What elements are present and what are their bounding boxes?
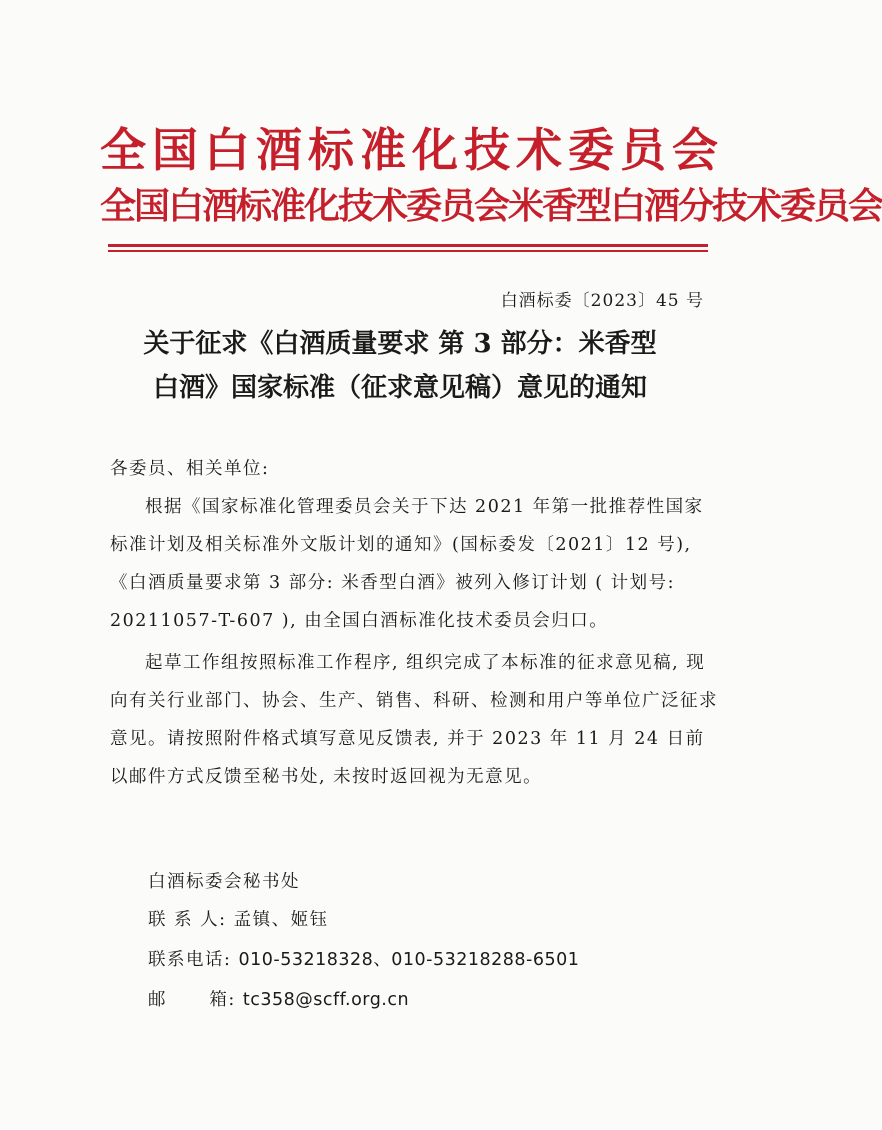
email-value: tc358@scff.org.cn (242, 990, 410, 1010)
contact-row (148, 901, 579, 941)
document-number: 白酒标委〔2023〕45 号 (500, 291, 704, 311)
header-rule-thin (108, 250, 708, 252)
notice-title (90, 322, 710, 410)
email-label: 邮 箱: (148, 990, 236, 1010)
header-subcommittee-name: 全国白酒标准化技术委员会米香型白酒分技术委员会 (100, 186, 882, 227)
paragraph-2: 起草工作组按照标准工作程序, 组织完成了本标准的征求意见稿, 现向有关行业部门、协会、生产、销售、科研、检测和用户等单位广泛征求意见。请按照附件格式填写意见反馈表, 并于 2023 年 11 月 24 日前以邮件方式反馈至秘书处, 未按时返回视为无意见。 (110, 653, 718, 787)
paragraph-1: 根据《国家标准化管理委员会关于下达 2021 年第一批推荐性国家标准计划及相关标准外文版计划的通知》(国标委发〔2021〕12 号),《白酒质量要求第 3 部分: 米香型白酒》被列入修订计划 ( 计划号: 20211057-T-607 ), 由全国白酒标准化技术委员会归口。 (110, 497, 704, 631)
notice-title-line2: 白酒》国家标准（征求意见稿）意见的通知 (152, 373, 647, 403)
contact-value: 孟镇、姬钰 (233, 910, 329, 930)
header-rule-thick (108, 244, 708, 247)
contact-label: 联 系 人: (148, 910, 227, 930)
header-committee-name: 全国白酒标准化技术委员会 (100, 123, 724, 177)
phone-label: 联系电话: (148, 950, 232, 970)
secretariat-name: 白酒标委会秘书处 (148, 872, 300, 892)
notice-title-line1: 关于征求《白酒质量要求 第 3 部分：米香型 (143, 329, 657, 359)
phone-value: 010-53218328、010-53218288-6501 (238, 950, 580, 970)
notice-body (110, 450, 720, 796)
email-row (148, 981, 579, 1021)
signature-block (148, 863, 579, 1021)
phone-row (148, 941, 579, 981)
salutation: 各委员、相关单位: (110, 459, 270, 479)
